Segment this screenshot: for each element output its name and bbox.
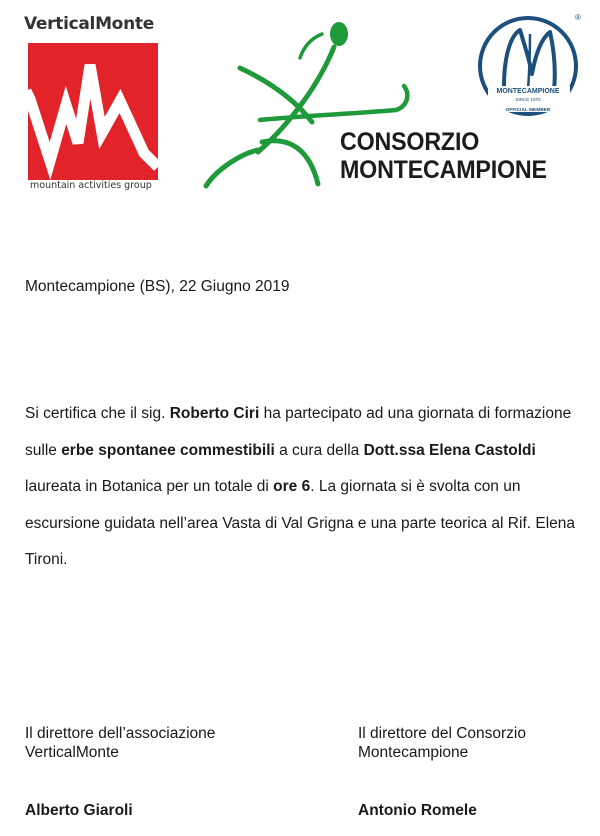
signer-name: Antonio Romele (358, 802, 477, 819)
body-segment: . La giornata si è svolta con un escursione guidata nell’area Vasta di Val Grigna e una parte teorica al Rif. Elena Tironi. (25, 478, 576, 568)
badge-member: OFFICIAL MEMBER (505, 108, 551, 113)
consorzio-logo-line1: CONSORZIO (340, 128, 480, 156)
signer-role (358, 724, 600, 762)
body-segment: Si certifica che il sig. (25, 405, 170, 422)
verticalmonte-mountain-icon (28, 43, 158, 180)
signer-role-line1: Il direttore dell’associazione (25, 725, 216, 742)
badge-since: SINCE 1970 (515, 97, 541, 102)
certification-text (25, 396, 585, 579)
body-segment: a cura della (274, 441, 364, 459)
signer-role-line2: Montecampione (358, 744, 469, 761)
verticalmonte-logo-subtitle: mountain activities group (30, 180, 152, 191)
signer-role-line2: VerticalMonte (25, 744, 119, 761)
verticalmonte-logo-title: VerticalMonte (24, 14, 154, 34)
consorzio-logo-line2: MONTECAMPIONE (340, 156, 547, 184)
signature-block-right (358, 724, 600, 819)
course-hours: ore 6 (273, 478, 311, 495)
consorzio-logo-text (340, 128, 547, 184)
course-topic: erbe spontanee commestibili (61, 441, 275, 459)
body-segment: laureata in Botanica per un totale di (25, 478, 274, 495)
badge-name: MONTECAMPIONE (496, 88, 560, 95)
participant-name: Roberto Ciri (169, 405, 260, 422)
registered-mark: ® (575, 13, 581, 22)
body-segment: ha partecipato ad una giornata di formazione sulle (25, 405, 572, 459)
montecampione-badge-logo (474, 10, 584, 120)
signer-role (25, 724, 275, 762)
signer-role-line1: Il direttore del Consorzio (358, 725, 526, 742)
verticalmonte-logo (24, 14, 164, 194)
place-date: Montecampione (BS), 22 Giugno 2019 (25, 278, 290, 295)
signer-name: Alberto Giaroli (25, 802, 133, 819)
instructor-name: Dott.ssa Elena Castoldi (363, 441, 536, 459)
signature-block-left (25, 724, 275, 819)
